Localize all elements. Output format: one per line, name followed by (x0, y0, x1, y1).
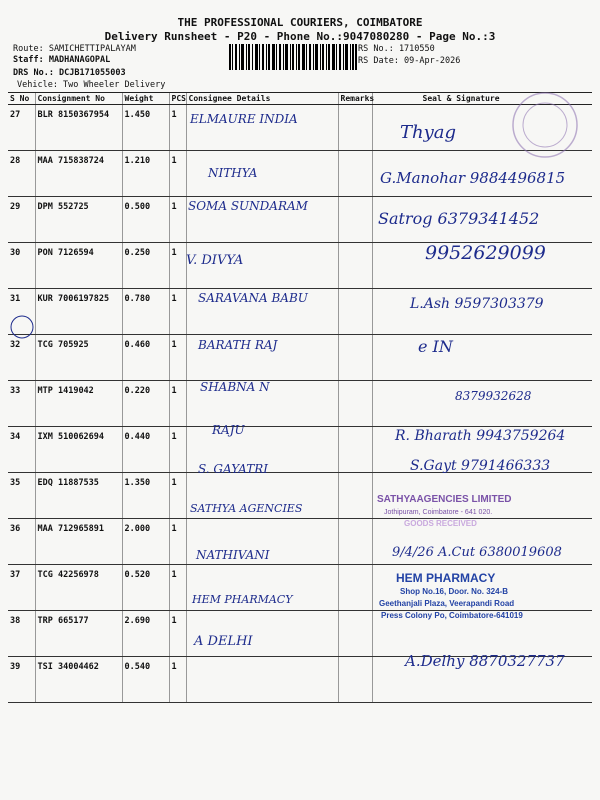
table-row (8, 197, 592, 243)
row-seal (372, 197, 592, 243)
hw-consignee-32: BARATH RAJ (198, 338, 278, 352)
row-consignee (186, 335, 338, 381)
row-seal (372, 151, 592, 197)
row-weight: 0.440 (122, 427, 169, 473)
col-consignee: Consignee Details (186, 93, 338, 105)
hw-consignee-39: A DELHI (194, 634, 253, 649)
table-row (8, 519, 592, 565)
row-consignment: MAA 715838724 (35, 151, 122, 197)
row-consignment: MTP 1419042 (35, 381, 122, 427)
row-sno: 35 (8, 473, 35, 519)
row-consignment: BLR 8150367954 (35, 105, 122, 151)
row-seal (372, 335, 592, 381)
row-seal (372, 427, 592, 473)
hw-signature-27: Thyag (400, 122, 457, 143)
row-consignment: IXM 510062694 (35, 427, 122, 473)
rs-number: RS No.: 1710550 (358, 44, 435, 54)
row-sno: 29 (8, 197, 35, 243)
row-weight: 0.460 (122, 335, 169, 381)
svg-text:Press Colony Po, Coimbatore-64: Press Colony Po, Coimbatore-641019 (381, 611, 523, 620)
row-consignee (186, 519, 338, 565)
hw-consignee-30: V. DIVYA (186, 253, 244, 268)
row-remarks (338, 335, 372, 381)
row-pcs: 1 (169, 381, 186, 427)
row-pcs: 1 (169, 427, 186, 473)
row-sno: 34 (8, 427, 35, 473)
svg-text:Shop No.16, Door. No. 324-B: Shop No.16, Door. No. 324-B (400, 587, 509, 596)
row-seal (372, 565, 592, 611)
row-consignee (186, 657, 338, 703)
table-header-row (8, 93, 592, 105)
row-consignment: TRP 665177 (35, 611, 122, 657)
row-pcs: 1 (169, 473, 186, 519)
row-consignee (186, 611, 338, 657)
row-weight: 1.210 (122, 151, 169, 197)
row-seal (372, 105, 592, 151)
hw-signature-30: 9952629099 (425, 242, 546, 264)
row-consignment: DPM 552725 (35, 197, 122, 243)
row-remarks (338, 565, 372, 611)
row-consignment: MAA 712965891 (35, 519, 122, 565)
table-row (8, 381, 592, 427)
table-row (8, 565, 592, 611)
hw-consignee-27: ELMAURE INDIA (190, 112, 298, 126)
row-pcs: 1 (169, 243, 186, 289)
row-weight: 0.520 (122, 565, 169, 611)
row-seal (372, 519, 592, 565)
row-sno: 27 (8, 105, 35, 151)
hw-consignee-28: NITHYA (208, 166, 258, 180)
svg-text:GOODS RECEIVED: GOODS RECEIVED (404, 519, 477, 528)
row-seal (372, 289, 592, 335)
row-sno: 39 (8, 657, 35, 703)
hw-consignee-31: SARAVANA BABU (198, 291, 308, 305)
row-pcs: 1 (169, 519, 186, 565)
hw-signature-35: S.Gayt 9791466333 (410, 458, 551, 474)
row-remarks (338, 519, 372, 565)
rs-date: RS Date: 09-Apr-2026 (358, 56, 461, 66)
hw-signature-29: Satrog 6379341452 (378, 209, 540, 228)
row-consignee (186, 565, 338, 611)
row-weight: 1.350 (122, 473, 169, 519)
row-remarks (338, 381, 372, 427)
table-row (8, 427, 592, 473)
company-title: THE PROFESSIONAL COURIERS, COIMBATORE (177, 16, 423, 29)
hw-signature-33: 8379932628 (455, 389, 532, 403)
vehicle-label: Vehicle: Two Wheeler Delivery (17, 80, 166, 90)
row-consignment: TCG 705925 (35, 335, 122, 381)
table-row (8, 289, 592, 335)
row-consignee (186, 243, 338, 289)
row-seal (372, 657, 592, 703)
row-remarks (338, 473, 372, 519)
row-seal (372, 611, 592, 657)
row-remarks (338, 289, 372, 335)
row-pcs: 1 (169, 105, 186, 151)
row-weight: 0.540 (122, 657, 169, 703)
table-row (8, 657, 592, 703)
row-remarks (338, 151, 372, 197)
col-remarks: Remarks (338, 93, 372, 105)
row-consignee (186, 151, 338, 197)
col-consignment: Consignment No (35, 93, 122, 105)
row-consignment: EDQ 11887535 (35, 473, 122, 519)
row-consignee (186, 289, 338, 335)
row-consignment: TCG 42256978 (35, 565, 122, 611)
row-seal (372, 473, 592, 519)
row-consignee (186, 105, 338, 151)
hw-signature-28: G.Manohar 9884496815 (380, 169, 566, 187)
row-pcs: 1 (169, 657, 186, 703)
row-weight: 0.780 (122, 289, 169, 335)
hw-consignee-29: SOMA SUNDARAM (188, 199, 308, 213)
row-consignee (186, 473, 338, 519)
row-sno: 38 (8, 611, 35, 657)
row-consignment: TSI 34004462 (35, 657, 122, 703)
row-remarks (338, 427, 372, 473)
row-consignee (186, 197, 338, 243)
row-sno: 31 (8, 289, 35, 335)
staff-label: Staff: MADHANAGOPAL (13, 55, 111, 65)
row-pcs: 1 (169, 335, 186, 381)
row-pcs: 1 (169, 197, 186, 243)
barcode-icon (229, 44, 357, 70)
row-remarks (338, 105, 372, 151)
row-weight: 2.690 (122, 611, 169, 657)
row-weight: 0.250 (122, 243, 169, 289)
row-sno: 32 (8, 335, 35, 381)
row-pcs: 1 (169, 565, 186, 611)
drs-number: DRS No.: DCJB171055003 (13, 68, 126, 78)
svg-text:Jothipuram, Coimbatore - 641 0: Jothipuram, Coimbatore - 641 020. (384, 509, 493, 516)
hw-signature-34: R. Bharath 9943759264 (395, 428, 566, 444)
hw-consignee-36: SATHYA AGENCIES (190, 502, 303, 515)
row-sno: 30 (8, 243, 35, 289)
row-pcs: 1 (169, 151, 186, 197)
row-remarks (338, 657, 372, 703)
row-sno: 36 (8, 519, 35, 565)
svg-text:HEM PHARMACY: HEM PHARMACY (396, 571, 496, 585)
route-label: Route: SAMICHETTIPALAYAM (13, 44, 136, 54)
row-consignment: PON 7126594 (35, 243, 122, 289)
hw-consignee-37: NATHIVANI (196, 548, 270, 562)
runsheet-table (8, 92, 592, 703)
row-remarks (338, 611, 372, 657)
row-seal (372, 381, 592, 427)
hw-consignee-35: S. GAYATRI (198, 462, 268, 476)
table-row (8, 105, 592, 151)
row-sno: 33 (8, 381, 35, 427)
row-weight: 0.500 (122, 197, 169, 243)
col-weight: Weight (122, 93, 169, 105)
row-pcs: 1 (169, 289, 186, 335)
row-seal (372, 243, 592, 289)
table-row (8, 151, 592, 197)
col-pcs: PCS (169, 93, 186, 105)
hw-signature-37: 9/4/26 A.Cut 6380019608 (392, 545, 562, 560)
table-row (8, 243, 592, 289)
hw-signature-39: A.Delhy 8870327737 (405, 652, 565, 670)
row-pcs: 1 (169, 611, 186, 657)
hw-signature-32: e IN (418, 337, 453, 356)
row-remarks (338, 197, 372, 243)
hw-consignee-34: RAJU (212, 423, 245, 437)
hw-consignee-33: SHABNA N (200, 380, 270, 394)
row-sno: 37 (8, 565, 35, 611)
row-consignee (186, 427, 338, 473)
hw-signature-31: L.Ash 9597303379 (410, 296, 544, 312)
row-consignee (186, 381, 338, 427)
svg-text:SATHYAAGENCIES LIMITED: SATHYAAGENCIES LIMITED (377, 494, 512, 505)
row-weight: 0.220 (122, 381, 169, 427)
col-sno: S No (8, 93, 35, 105)
row-weight: 1.450 (122, 105, 169, 151)
hw-consignee-38: HEM PHARMACY (192, 593, 293, 606)
runsheet-subtitle: Delivery Runsheet - P20 - Phone No.:9047080280 - Page No.:3 (104, 30, 496, 43)
row-consignment: KUR 7006197825 (35, 289, 122, 335)
table-row (8, 335, 592, 381)
table-row (8, 473, 592, 519)
row-sno: 28 (8, 151, 35, 197)
col-seal: Seal & Signature (372, 93, 592, 105)
table-row (8, 611, 592, 657)
row-weight: 2.000 (122, 519, 169, 565)
row-remarks (338, 243, 372, 289)
svg-text:Geethanjali Plaza, Veerapandi: Geethanjali Plaza, Veerapandi Road (379, 599, 515, 608)
